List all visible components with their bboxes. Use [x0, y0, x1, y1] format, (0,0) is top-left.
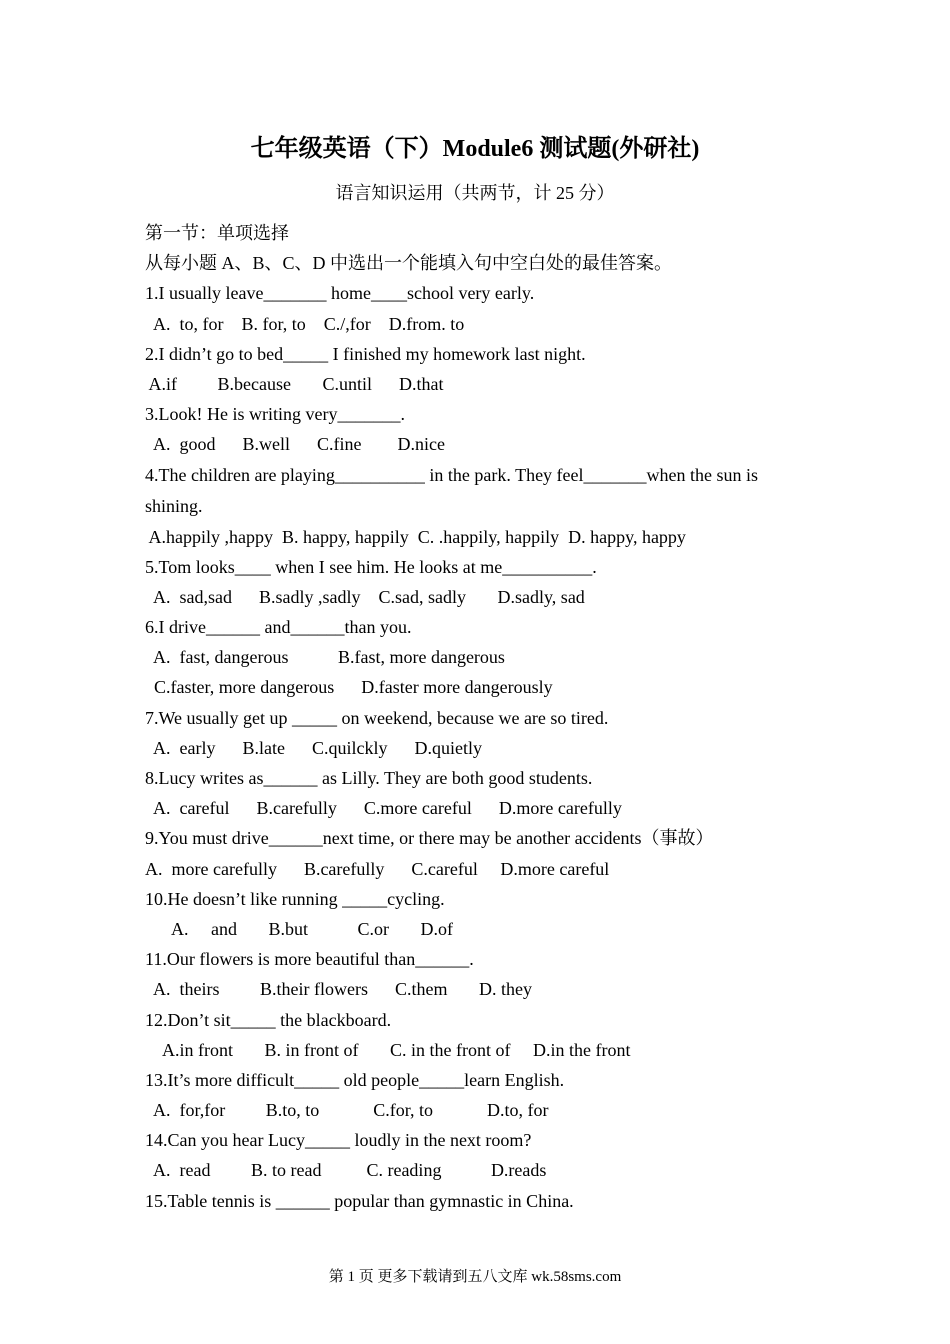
question-options: A. for,for B.to, to C.for, to D.to, for: [145, 1100, 549, 1121]
question-options: A. to, for B. for, to C./,for D.from. to: [145, 313, 465, 334]
question-options: A. good B.well C.fine D.nice: [145, 434, 445, 455]
question-stem: 15.Table tennis is ______ popular than gymnastic in China.: [145, 1190, 574, 1211]
question-options: A. sad,sad B.sadly ,sadly C.sad, sadly D.sadly, sad: [145, 586, 585, 607]
question-options: A. fast, dangerous B.fast, more dangerous: [145, 647, 505, 668]
page-title: 七年级英语（下）Module6 测试题(外研社): [250, 136, 700, 162]
section-heading: 第一节：单项选择: [145, 223, 289, 243]
question-stem: 7.We usually get up _____ on weekend, because we are so tired.: [145, 707, 609, 728]
question-stem: 12.Don’t sit_____ the blackboard.: [145, 1009, 392, 1030]
question-stem: 11.Our flowers is more beautiful than______.: [145, 949, 474, 970]
question-stem: 2.I didn’t go to bed_____ I finished my homework last night.: [145, 343, 586, 364]
question-options: A. more carefully B.carefully C.careful D.more careful: [145, 858, 610, 879]
question-stem: 6.I drive______ and______than you.: [145, 617, 412, 638]
question-stem: 1.I usually leave_______ home____school very early.: [145, 283, 535, 304]
section-instruction: 从每小题 A、B、C、D 中选出一个能填入句中空白处的最佳答案。: [145, 253, 673, 274]
question-options: A.if B.because C.until D.that: [145, 373, 444, 394]
question-stem: 5.Tom looks____ when I see him. He looks at me__________.: [145, 556, 597, 577]
question-stem: 9.You must drive______next time, or there may be another accidents（事故）: [145, 828, 714, 849]
page-footer: 第 1 页 更多下载请到五八文库 wk.58sms.com: [328, 1269, 622, 1285]
question-options: A. careful B.carefully C.more careful D.more carefully: [145, 798, 622, 819]
question-stem: 13.It’s more difficult_____ old people_____learn English.: [145, 1069, 565, 1090]
page-subtitle: 语言知识运用（共两节，计 25 分）: [335, 183, 615, 203]
question-options: A. theirs B.their flowers C.them D. they: [145, 979, 532, 1000]
question-options: A.in front B. in front of C. in the front of D.in the front: [145, 1039, 631, 1060]
question-options: A.happily ,happy B. happy, happily C. .happily, happily D. happy, happy: [145, 526, 686, 547]
question-stem: 14.Can you hear Lucy_____ loudly in the next room?: [145, 1130, 532, 1151]
question-options: A. read B. to read C. reading D.reads: [145, 1160, 547, 1181]
question-options: C.faster, more dangerous D.faster more dangerously: [145, 677, 553, 698]
question-stem: 8.Lucy writes as______ as Lilly. They are both good students.: [145, 768, 593, 788]
question-options: A. early B.late C.quilckly D.quietly: [145, 737, 482, 758]
question-stem: 10.He doesn’t like running _____cycling.: [145, 888, 445, 909]
question-options: A. and B.but C.or D.of: [145, 918, 453, 939]
question-body: [145, 218, 810, 1216]
question-stem: 3.Look! He is writing very_______.: [145, 404, 405, 425]
question-stem: 4.The children are playing__________ in the park. They feel_______when the sun is shining.: [145, 464, 759, 516]
